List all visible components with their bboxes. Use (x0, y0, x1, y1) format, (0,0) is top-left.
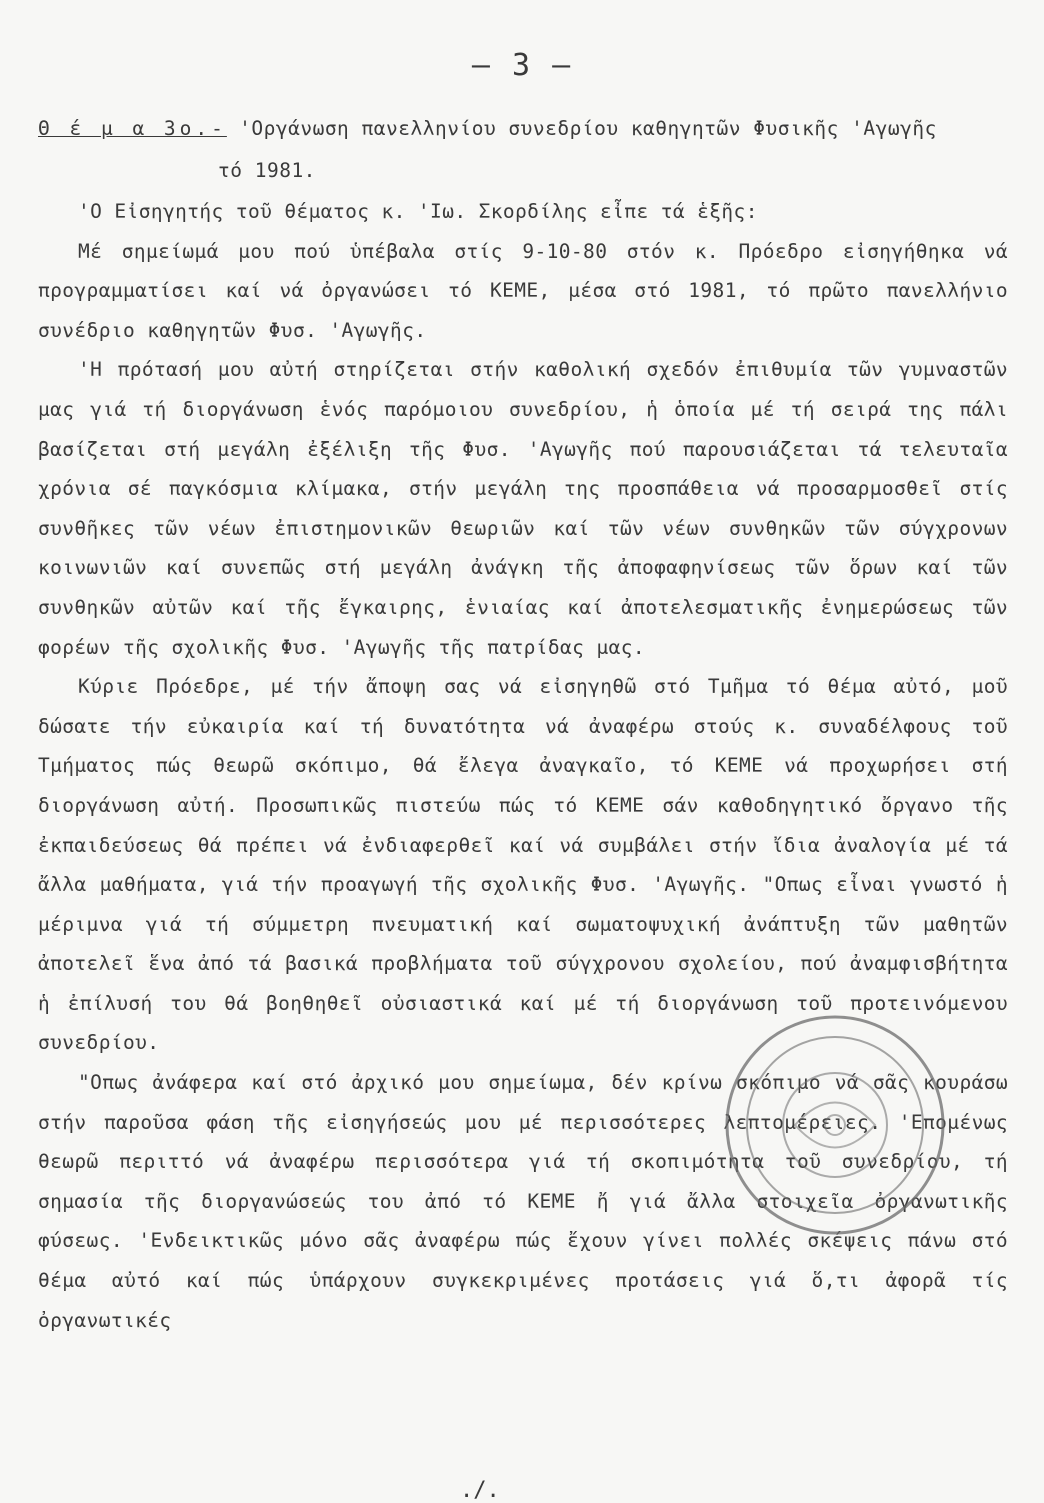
topic-title-continuation: τό 1981. (218, 159, 316, 182)
continuation-mark: ./. (460, 1478, 500, 1503)
topic-heading (38, 108, 1018, 192)
topic-label: Θ έ μ α 3ο.- (38, 117, 227, 140)
paragraph-3: 'Η πρότασή μου αὐτή στηρίζεται στήν καθολική σχεδόν ἐπιθυμία τῶν γυμναστῶν μας γιά τή διοργάνωση ἑνός παρόμοιου συνεδρίου, ἡ ὁποία μέ τή σειρά της πάλι βασίζεται στή μεγάλη ἐξέλιξη τῆς Φυσ. 'Αγωγῆς πού παρουσιάζεται τά τελευταῖα χρόνια σέ παγκόσμια κλίμακα, στήν μεγάλη της προσπάθεια νά προσαρμοσθεῖ στίς συνθῆκες τῶν νέων ἐπιστημονικῶν θεωριῶν καί τῶν νέων συνθηκῶν τῶν σύγχρονων κοινωνιῶν καί συνεπῶς στή μεγάλη ἀνάγκη τῆς ἀποφαφηνίσεως τῶν ὅρων καί τῶν συνθηκῶν αὐτῶν καί τῆς ἔγκαιρης, ἑνιαίας καί ἀποτελεσματικῆς ἐνημερώσεως τῶν φορέων τῆς σχολικῆς Φυσ. 'Αγωγῆς τῆς πατρίδας μας. (38, 358, 1008, 659)
paragraph-5: "Οπως ἀνάφερα καί στό ἀρχικό μου σημείωμα, δέν κρίνω σκόπιμο νά σᾶς κουράσω στήν παροῦσα φάση τῆς εἰσηγήσεώς μου μέ περισσότερες λεπτομέρειες. 'Επομένως θεωρῶ περιττό νά ἀναφέρω περισσότερα γιά τή σκοπιμότητα τοῦ συνεδρίου, τή σημασία τῆς διοργανώσεώς του ἀπό τό ΚΕΜΕ ἤ γιά ἄλλα στοιχεῖα ὀργανωτικῆς φύσεως. 'Ενδεικτικῶς μόνο σᾶς ἀναφέρω πώς ἔχουν γίνει πολλές σκέψεις πάνω στό θέμα αὐτό καί πώς ὑπάρχουν συγκεκριμένες προτάσεις γιά ὅ,τι ἀφορᾶ τίς ὀργανωτικές (38, 1071, 1008, 1332)
page-number: — 3 — (471, 48, 573, 83)
paragraph-4: Κύριε Πρόεδρε, μέ τήν ἄποψη σας νά εἰσηγηθῶ στό Τμῆμα τό θέμα αὐτό, μοῦ δώσατε τήν εὐκαιρία καί τή δυνατότητα νά ἀναφέρω στούς κ. συναδέλφους τοῦ Τμήματος πώς θεωρῶ σκόπιμο, θά ἔλεγα ἀναγκαῖο, τό ΚΕΜΕ νά προχωρήσει στή διοργάνωση αὐτή. Προσωπικῶς πιστεύω πώς τό ΚΕΜΕ σάν καθοδηγητικό ὄργανο τῆς ἐκπαιδεύσεως θά πρέπει νά ἐνδιαφερθεῖ καί νά συμβάλει στήν ἴδια ἀναλογία μέ τά ἄλλα μαθήματα, γιά τήν προαγωγή τῆς σχολικῆς Φυσ. 'Αγωγῆς. "Οπως εἶναι γνωστό ἡ μέριμνα γιά τή σύμμετρη πνευματική καί σωματοψυχική ἀνάπτυξη τῶν μαθητῶν ἀποτελεῖ ἕνα ἀπό τά βασικά προβλήματα τοῦ σύγχρονου σχολείου, πού ἀναμφισβήτητα ἡ ἐπίλυσή του θά βοηθηθεῖ οὐσιαστικά καί μέ τή διοργάνωση τοῦ προτεινόμενου συνεδρίου. (38, 675, 1008, 1055)
paragraph-1: 'Ο Εἰσηγητής τοῦ θέματος κ. 'Ιω. Σκορδίλης εἶπε τά ἑξῆς: (78, 200, 758, 223)
official-seal-stamp (720, 1010, 950, 1240)
paragraph-2: Μέ σημείωμά μου πού ὑπέβαλα στίς 9-10-80 στόν κ. Πρόεδρο εἰσηγήθηκα νά προγραμματίσει καί νά ὀργανώσει τό ΚΕΜΕ, μέσα στό 1981, τό πρῶτο πανελλήνιο συνέδριο καθηγητῶν Φυσ. 'Αγωγῆς. (38, 239, 1008, 342)
topic-title: 'Οργάνωση πανελληνίου συνεδρίου καθηγητῶν Φυσικῆς 'Αγωγῆς (239, 117, 937, 140)
